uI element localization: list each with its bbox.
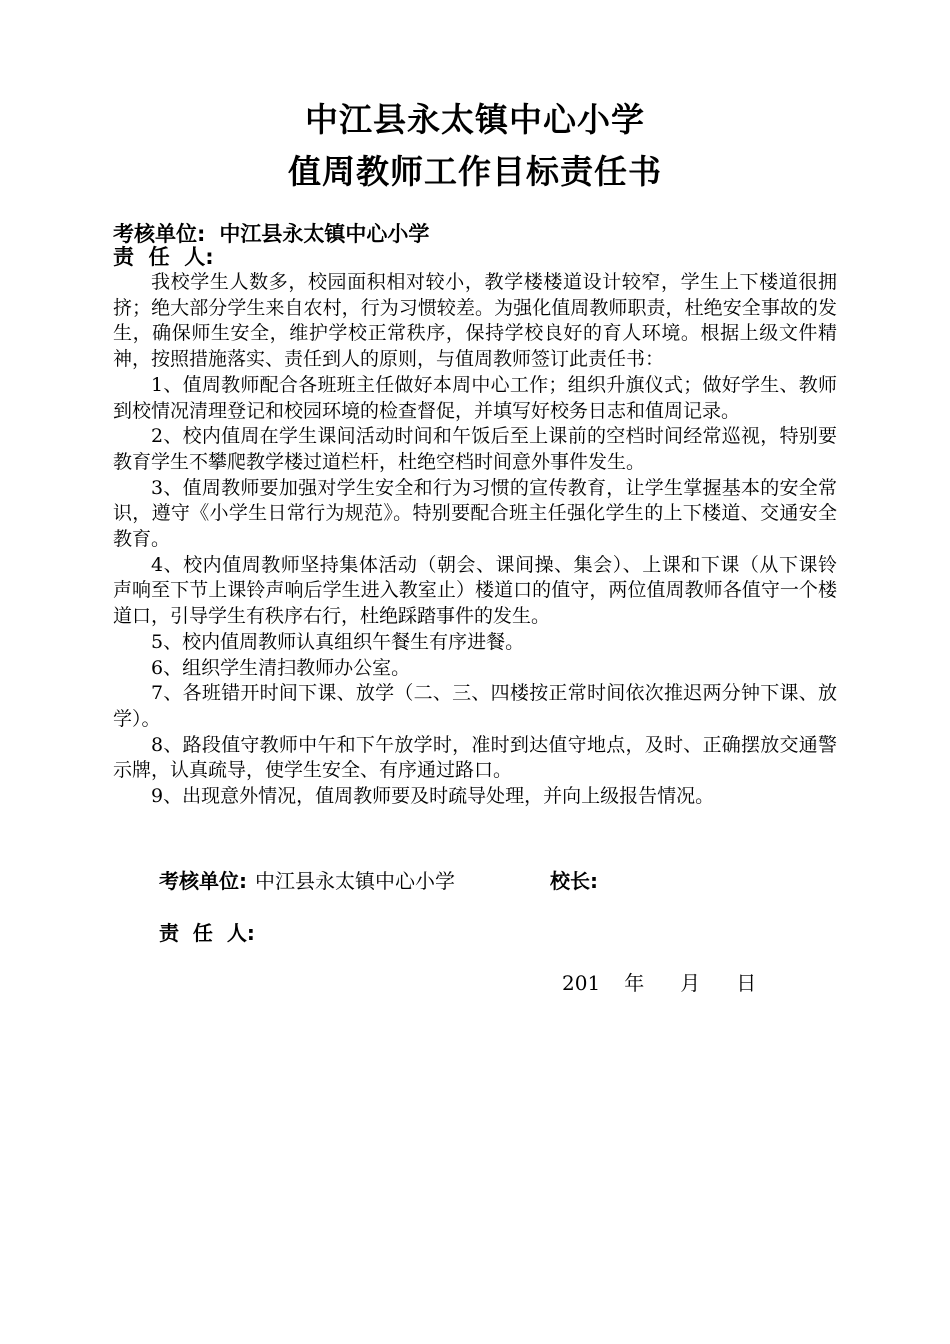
date-month-char: 月 (680, 971, 701, 995)
paragraph-item-5: 5、校内值周教师认真组织午餐生有序进餐。 (151, 630, 525, 653)
agreement-body (113, 270, 837, 810)
paragraph-item-6: 6、组织学生清扫教师办公室。 (151, 656, 411, 679)
header-unit-value: 中江县永太镇中心小学 (219, 222, 430, 246)
date-year-char: 年 (624, 971, 645, 995)
paragraph-item-9: 9、出现意外情况，值周教师要及时疏导处理，并向上级报告情况。 (151, 785, 715, 808)
date-year: 201 (562, 971, 601, 995)
footer-date-line (562, 970, 756, 996)
footer-principal (550, 868, 598, 894)
paragraph-item-7: 7、各班错开时间下课、放学（二、三、四楼按正常时间依次推迟两分钟下课、放学）。 (113, 682, 837, 730)
footer-responsible-label: 责 任 人: (159, 921, 255, 945)
footer-unit-label: 考核单位: (159, 869, 247, 893)
paragraph-intro: 我校学生人数多，校园面积相对较小，教学楼楼道设计较窄，学生上下楼道很拥挤；绝大部分学生来自农村，行为习惯较差。为强化值周教师职责，杜绝安全事故的发生，确保师生安全，维护学校正常秩序，保持学校良好的育人环境。根据上级文件精神，按照措施落实、责任到人的原则，与值周教师签订此责任书： (113, 271, 837, 371)
footer-assessment-unit (159, 868, 455, 894)
header-unit-label: 考核单位: (113, 222, 206, 246)
paragraph-item-2: 2、校内值周在学生课间活动时间和午饭后至上课前的空档时间经常巡视，特别要教育学生不攀爬教学楼过道栏杆，杜绝空档时间意外事件发生。 (113, 425, 837, 473)
paragraph-item-1: 1、值周教师配合各班班主任做好本周中心工作；组织升旗仪式；做好学生、教师到校情况清理登记和校园环境的检查督促，并填写好校务日志和值周记录。 (113, 373, 837, 422)
header-responsible-label: 责 任 人: (113, 245, 214, 269)
paragraph-item-8: 8、路段值守教师中午和下午放学时，准时到达值守地点，及时、正确摆放交通警示牌，认真疏导，使学生安全、有序通过路口。 (113, 733, 837, 782)
document-title-agreement: 值周教师工作目标责任书 (288, 152, 662, 191)
document-title-school: 中江县永太镇中心小学 (305, 100, 645, 139)
paragraph-item-3: 3、值周教师要加强对学生安全和行为习惯的宣传教育，让学生掌握基本的安全常识，遵守《小学生日常行为规范》。特别要配合班主任强化学生的上下楼道、交通安全教育。 (113, 476, 837, 551)
footer-unit-value: 中江县永太镇中心小学 (255, 869, 455, 893)
footer-principal-label: 校长: (550, 869, 598, 893)
date-day-char: 日 (736, 971, 757, 995)
footer-responsible-person (159, 920, 255, 946)
paragraph-item-4: 4、校内值周教师坚持集体活动（朝会、课间操、集会）、上课和下课（从下课铃声响至下节上课铃声响后学生进入教室止）楼道口的值守，两位值周教师各值守一个楼道口，引导学生有秩序右行，杜绝踩踏事件的发生。 (113, 553, 837, 628)
header-responsible-person (113, 244, 214, 270)
